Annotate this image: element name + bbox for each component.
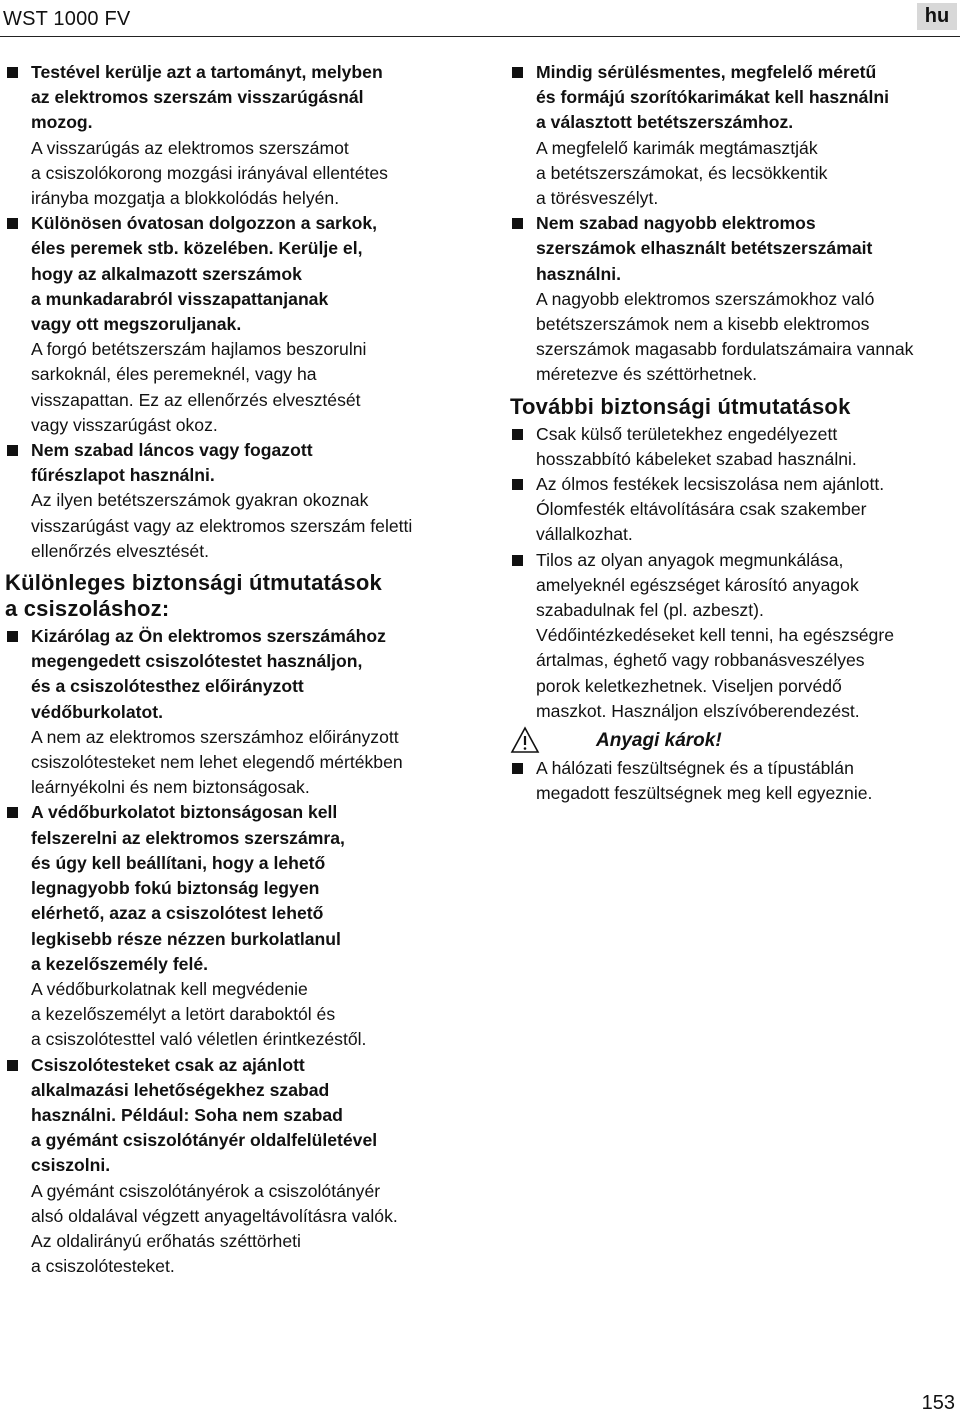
list-item [510,472,956,548]
item-bold-text: Nem szabad láncos vagy fogazott fűrészlapot használni. [31,440,313,486]
left-column [5,60,453,1279]
item-bold-text: Testével kerülje azt a tartományt, melyben az elektromos szerszám visszarúgásnál mozog. [31,62,383,133]
list-item [5,438,453,564]
square-bullet-icon [7,218,18,229]
page-header [0,0,960,36]
square-bullet-icon [512,67,523,78]
square-bullet-icon [7,1060,18,1071]
item-bold-text: Mindig sérülésmentes, megfelelő méretű és formájú szorítókarimákat kell használni a választott betétszerszámhoz. [536,62,889,133]
list-item [5,1053,453,1280]
item-body-text: A hálózati feszültségnek és a típustáblán megadott feszültségnek meg kell egyeznie. [536,758,873,804]
list-item [5,624,453,800]
list-item [5,211,453,438]
square-bullet-icon [512,479,523,490]
section-heading: További biztonsági útmutatások [510,393,851,419]
square-bullet-icon [512,218,523,229]
list-item [510,60,956,211]
section-heading: Különleges biztonsági útmutatások a csiszoláshoz: [5,570,382,622]
warning-triangle-icon [510,726,540,754]
item-body-text: Tilos az olyan anyagok megmunkálása, amelyeknél egészséget károsító anyagok szabadulnak fel (pl. azbeszt). Védőintézkedéseket kell tenni, ha egészségre ártalmas, éghető vagy robbanásveszélyes porok keletkezhetnek. Viseljen porvédő maszkot. Használjon elszívóberendezést. [536,549,894,721]
page-number: 153 [921,1392,955,1414]
list-item [5,800,453,1052]
square-bullet-icon [7,807,18,818]
item-body-text: A megfelelő karimák megtámasztják a betétszerszámokat, és lecsökkentik a törésveszélyt. [536,137,828,209]
item-bold-text: Kizárólag az Ön elektromos szerszámához megengedett csiszolótestet használjon, és a csiszolótesthez előirányzott védőburkolatot. [31,626,386,722]
item-body-text: A nagyobb elektromos szerszámokhoz való betétszerszámok nem a kisebb elektromos szerszámok magasabb fordulatszámaira vannak méretezve és széttörhetnek. [536,288,914,385]
square-bullet-icon [512,429,523,440]
square-bullet-icon [7,445,18,456]
item-body-text: A gyémánt csiszolótányérok a csiszolótányér alsó oldalával végzett anyageltávolításra valók. Az oldalirányú erőhatás széttörheti a csiszolótesteket. [31,1180,398,1277]
square-bullet-icon [7,67,18,78]
square-bullet-icon [512,763,523,774]
list-item [510,422,956,472]
item-bold-text: Nem szabad nagyobb elektromos szerszámok elhasznált betétszerszámait használni. [536,213,873,284]
square-bullet-icon [7,631,18,642]
item-body-text: A nem az elektromos szerszámhoz előirányzott csiszolótesteket nem lehet elegendő mértékben leárnyékolni és nem biztonságosak. [31,726,403,798]
document-title: WST 1000 FV [3,8,131,30]
warning-notice [510,726,956,756]
item-body-text: A védőburkolatnak kell megvédenie a kezelőszemélyt a letört daraboktól és a csiszolótesttel való véletlen érintkezéstől. [31,978,367,1050]
item-body-text: A forgó betétszerszám hajlamos beszorulni sarkoknál, éles peremeknél, vagy ha visszapattan. Ez az ellenőrzés elvesztését vagy visszarúgást okoz. [31,339,367,435]
list-item [510,211,956,387]
item-bold-text: Különösen óvatosan dolgozzon a sarkok, éles peremek stb. közelében. Kerülje el, hogy az alkalmazott szerszámok a munkadarabról visszapattanjanak vagy ott megszoruljanak. [31,213,378,335]
language-badge: hu [917,3,957,30]
item-bold-text: A védőburkolatot biztonságosan kell felszerelni az elektromos szerszámra, és úgy kell beállítani, hogy a lehető legnagyobb fokú biztonság legyen elérhető, azaz a csiszolótest lehető legkisebb része nézzen burkolatlanul a kezelőszemély felé. [31,802,345,974]
item-body-text: A visszarúgás az elektromos szerszámot a csiszolókorong mozgási irányával ellentétes irányba mozgatja a blokkolódás helyén. [31,137,388,209]
warning-label: Anyagi károk! [596,730,722,752]
right-column [510,60,956,806]
header-divider [0,36,960,37]
item-body-text: Csak külső területekhez engedélyezett hosszabbító kábeleket szabad használni. [536,423,857,469]
item-body-text: Az ólmos festékek lecsiszolása nem ajánlott. Ólomfesték eltávolítására csak szakember vállalkozhat. [536,474,885,545]
square-bullet-icon [512,555,523,566]
list-item [510,548,956,724]
list-item [5,60,453,211]
item-body-text: Az ilyen betétszerszámok gyakran okoznak visszarúgást vagy az elektromos szerszám feletti ellenőrzés elvesztését. [31,490,413,561]
list-item [510,756,956,806]
item-bold-text: Csiszolótesteket csak az ajánlott alkalmazási lehetőségekhez szabad használni. Például: Soha nem szabad a gyémánt csiszolótányér oldalfelületével csiszolni. [31,1054,378,1176]
